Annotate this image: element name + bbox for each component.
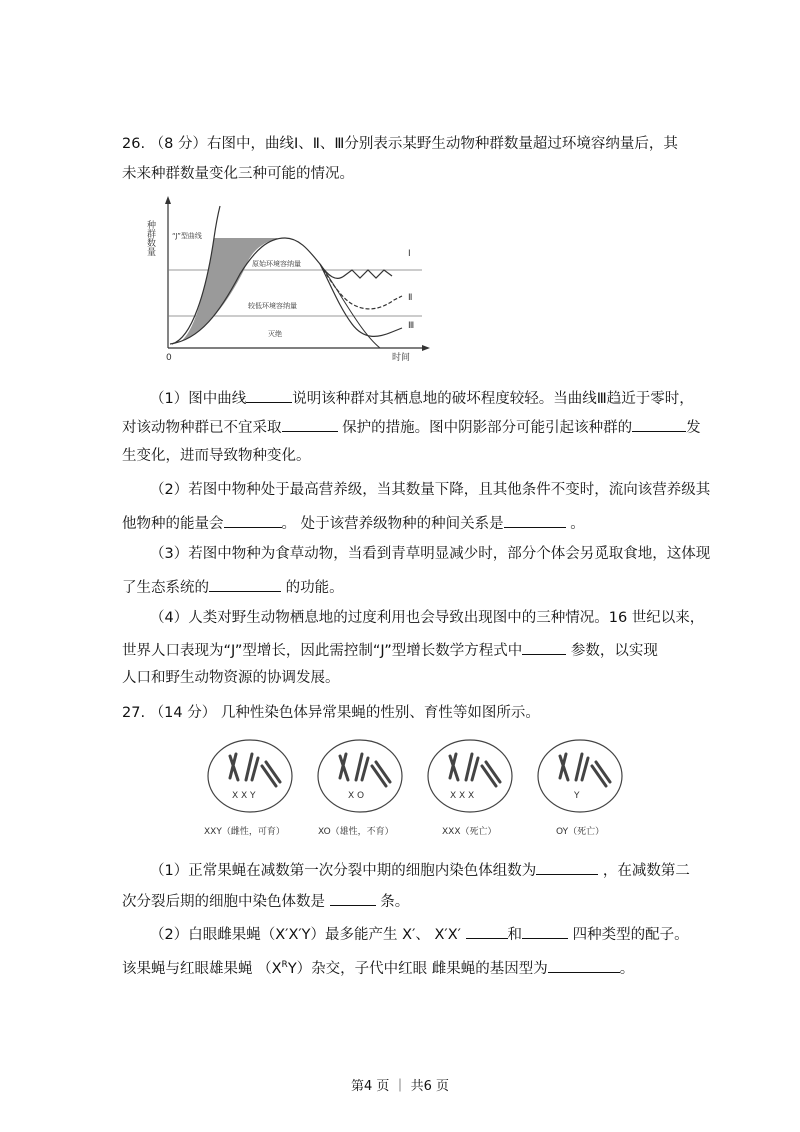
population-graph [140,192,440,364]
q26-sub2-text-b: 他物种的能量会 [122,516,224,532]
q27-sub2-text-d: 该果蝇与红眼雄果蝇 （X [122,960,282,977]
cell-membrane [428,740,512,812]
q27-sub2-text-c: 四种类型的配子。 [572,927,689,943]
cell-chrom-label: Y [574,791,580,801]
original-k-label: 原始环境容纳量 [252,260,301,268]
cell-xxx [428,740,512,837]
q26-heading-line2: 未来种群数量变化三种可能的情况。 [122,166,354,182]
cell-membrane [538,740,622,812]
cell-membrane [208,740,292,812]
q26-sub1-line1 [150,386,694,409]
q27-sub1-text-d: 条。 [380,894,410,910]
answer-blank[interactable] [632,415,686,432]
q26-sub1-line2 [122,415,701,438]
q26-sub2-text-c: 。 处于该营养级物种的种间关系是 [281,516,504,532]
answer-blank[interactable] [466,922,508,939]
q26-sub4-line3: 人口和野生动物资源的协调发展。 [122,670,340,686]
y-axis-arrow [165,196,171,204]
curve-2-label: Ⅱ [408,293,413,303]
q26-sub2-line1: （2）若图中物种处于最高营养级，当其数量下降，且其他条件不变时，流向该营养级其 [150,482,711,498]
j-curve-label: “J”型曲线 [172,232,202,240]
answer-blank[interactable] [536,858,598,875]
superscript-r: R [281,960,288,970]
q27-sub2-text-b: 和 [507,927,523,943]
answer-blank[interactable] [224,511,282,528]
q26-sub1-text-b: 说明该种群对其栖息地的破坏程度较轻。当曲线Ⅲ趋近于零时， [292,391,694,407]
chromosome-cells-figure [200,736,640,840]
graph-y-label: 种群数量 [145,220,155,256]
cell-label: OY（死亡） [556,827,605,837]
q26-sub1-line3: 生变化，进而导致物种变化。 [122,448,311,464]
curve-1-label: Ⅰ [408,249,411,259]
q26-sub2-line2 [122,511,585,534]
q26-sub1-text-c: 对该动物种群已不宜采取 [122,420,282,436]
answer-blank[interactable] [504,511,566,528]
cell-chrom-label: X X X [450,791,475,801]
q26-sub3-line1: （3）若图中物种为食草动物，当看到青草明显减少时，部分个体会另觅取食地，这体现 [150,546,711,562]
q27-sub2-text-f: 。 [619,960,635,977]
answer-blank[interactable] [282,415,338,432]
q27-sub2-text-a: （2）白眼雌果蝇（X′X′Y）最多能产生 X′、 X′X′ [150,927,461,943]
q27-sub2-text-e: Y）杂交，子代中红眼 雌果蝇的基因型为 [287,960,548,977]
q26-sub3-text-c: 的功能。 [285,580,344,596]
q26-sub3-line2 [122,575,344,598]
answer-blank[interactable] [246,386,292,403]
cell-xxy [204,740,292,837]
shaded-area [180,238,278,342]
answer-blank[interactable] [330,889,376,906]
cell-oy [538,740,622,837]
cell-label: XXY（雌性，可育） [204,827,285,837]
curve-2 [320,264,402,309]
q27-heading: 27. （14 分） 几种性染色体异常果蝇的性别、育性等如图所示。 [122,705,540,721]
answer-blank[interactable] [522,638,566,655]
q26-sub4-text-b: 世界人口表现为“J”型增长，因此需控制“J”型增长数学方程式中 [122,643,523,659]
q26-sub4-text-c: 参数，以实现 [570,643,658,659]
graph-x-label: 时间 [392,353,411,363]
q26-sub1-text-d: 保护的措施。图中阴影部分可能引起该种群的 [342,420,633,436]
lower-k-label: 较低环境容纳量 [248,302,297,310]
q27-sub1-line1 [150,858,690,881]
q27-sub1-text-a: （1）正常果蝇在减数第一次分裂中期的细胞内染色体组数为 [150,863,537,879]
q26-sub3-text-b: 了生态系统的 [122,580,209,596]
curve-1 [320,264,392,278]
cell-membrane [318,740,402,812]
x-axis-arrow [422,345,430,351]
answer-blank[interactable] [209,575,281,592]
cell-label: XO（雄性，不育） [318,827,394,837]
q27-sub2-line1 [150,922,689,945]
extinction-curve [320,264,380,348]
q26-sub1-text-a: （1）图中曲线 [150,391,247,407]
q27-sub2-line2 [122,955,634,979]
q26-sub1-text-e: 发 [686,420,701,436]
q27-sub1-text-b: ，在减数第二 [602,863,690,879]
q26-heading-line1: 26. （8 分）右图中，曲线Ⅰ、Ⅱ、Ⅲ分别表示某野生动物种群数量超过环境容纳量后，其 [122,136,678,152]
answer-blank[interactable] [522,922,568,939]
q26-sub4-line1: （4）人类对野生动物栖息地的过度利用也会导致出现图中的三种情况。16 世纪以来， [150,610,705,626]
cell-label: XXX（死亡） [442,827,497,837]
cell-chrom-label: X X Y [232,791,256,801]
page-footer: 第4 页 ｜ 共6 页 [350,1079,450,1094]
curve-3-label: Ⅲ [408,321,415,331]
q26-sub4-line2 [122,638,658,661]
answer-blank[interactable] [548,956,620,973]
graph-origin-label: 0 [166,353,172,363]
q27-sub1-text-c: 次分裂后期的细胞中染色体数是 [122,894,325,910]
cell-xo [318,740,402,837]
extinct-label: 灭绝 [268,330,282,338]
q27-sub1-line2 [122,889,409,912]
cell-chrom-label: X O [348,791,365,801]
q26-sub2-text-d: 。 [570,516,585,532]
